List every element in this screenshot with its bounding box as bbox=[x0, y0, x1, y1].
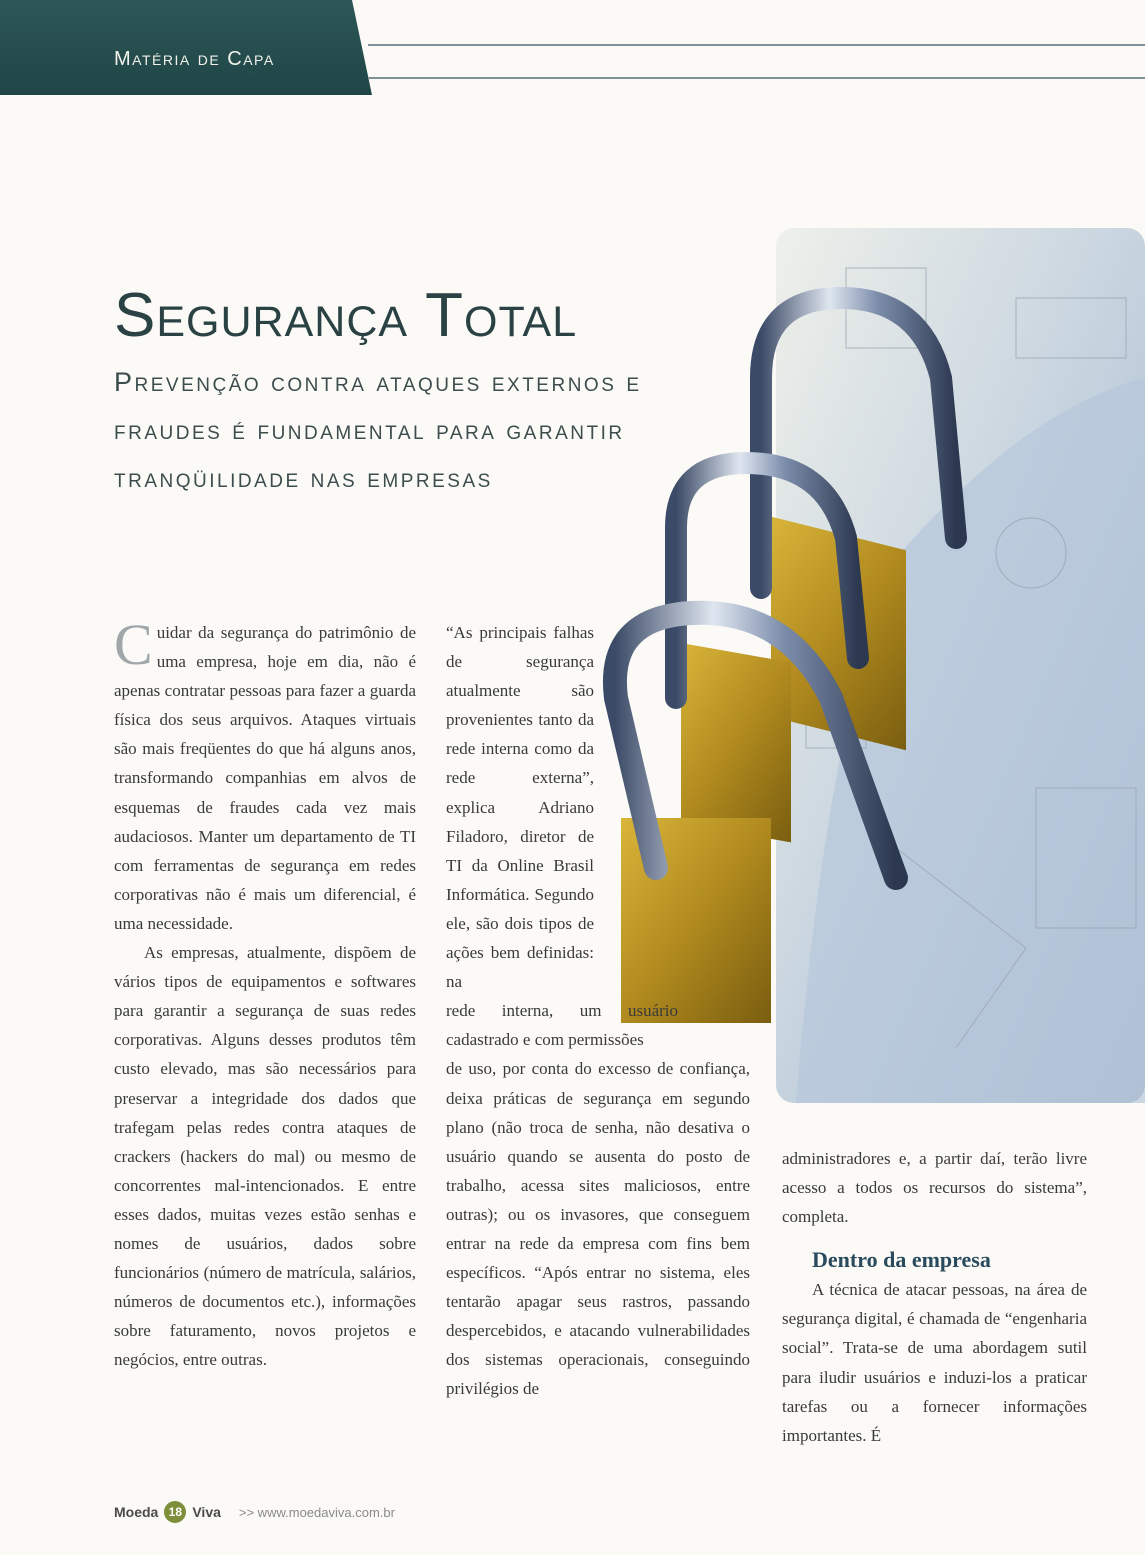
quote-text-mid: rede interna, um usuário cadastrado e com permissões bbox=[446, 1001, 678, 1050]
page-footer bbox=[114, 1501, 395, 1523]
section-heading: Dentro da empresa bbox=[812, 1247, 991, 1273]
article-column-2 bbox=[446, 618, 750, 1404]
body-paragraph: As empresas, atualmente, dispõem de vários tipos de equipamentos e softwares para garantir a segurança de suas redes corporativas. Alguns desses produtos têm custo elevado, mas são necessários para preservar a integridade dos dados que trafegam pelas redes contra ataques de crackers (hackers do mal) ou mesmo de concorrentes mal-intencionados. E entre esses dados, muitas vezes estão senhas e nomes de usuários, dados sobre funcionários (número de matrícula, salários, números de documentos etc.), informações sobre faturamento, novos projetos e negócios, entre outras. bbox=[114, 943, 416, 1370]
footer-url-link[interactable]: >> www.moedaviva.com.br bbox=[238, 1504, 395, 1520]
section-label: Matéria de Capa bbox=[114, 48, 275, 70]
article-title: Segurança Total bbox=[114, 280, 578, 350]
quote-text-narrow: “As principais falhas de segurança atualmente são provenientes tanto da rede interna como da rede externa”, explica Adriano Filadoro, diretor de TI da Online Brasil Informática. Segundo ele, são dois tipos de ações bem definidas: na bbox=[446, 623, 594, 992]
quote-paragraph bbox=[446, 618, 750, 1404]
quote-text-full: de uso, por conta do excesso de confiança, deixa práticas de segurança em segundo plano (não troca de senha, não desativa o usuário quando se ausenta do posto de trabalho, acessa sites maliciosos, entre outras); ou os invasores, que conseguem entrar na rede da empresa com fins bem específicos. “Após entrar no sistema, eles tentarão apagar seus rastros, passando despercebidos, e atacando vulnerabilidades dos sistemas operacionais, conseguindo privilégios de bbox=[446, 1059, 750, 1399]
body-paragraph: A técnica de atacar pessoas, na área de segurança digital, é chamada de “engenharia social”. Trata-se de uma abordagem sutil para iludir usuários e induzi-los a praticar tarefas ou a fornecer informações importantes. É bbox=[782, 1280, 1087, 1445]
header-rule-bottom bbox=[368, 77, 1145, 79]
footer-brand-right: Viva bbox=[192, 1504, 221, 1520]
body-paragraph: administradores e, a partir daí, terão livre acesso a todos os recursos do sistema”, completa. bbox=[782, 1149, 1087, 1227]
article-column-1 bbox=[114, 612, 416, 1374]
page-number-badge: 18 bbox=[164, 1501, 186, 1523]
header-rule-top bbox=[368, 44, 1145, 46]
article-subtitle: Prevenção contra ataques externos e fraudes é fundamental para garantir tranqüilidade nas empresas bbox=[114, 367, 642, 493]
drop-cap: C bbox=[114, 612, 153, 677]
article-column-3 bbox=[782, 1144, 1087, 1450]
footer-brand-left: Moeda bbox=[114, 1504, 159, 1520]
intro-paragraph: Cuidar da segurança do patrimônio de uma empresa, hoje em dia, não é apenas contratar pessoas para fazer a guarda física dos seus arquivos. Ataques virtuais são mais freqüentes do que há alguns anos, transformando companhias em alvos de esquemas de fraudes cada vez mais audaciosos. Manter um departamento de TI com ferramentas de segurança em redes corporativas não é mais um diferencial, é uma necessidade. bbox=[114, 612, 416, 933]
